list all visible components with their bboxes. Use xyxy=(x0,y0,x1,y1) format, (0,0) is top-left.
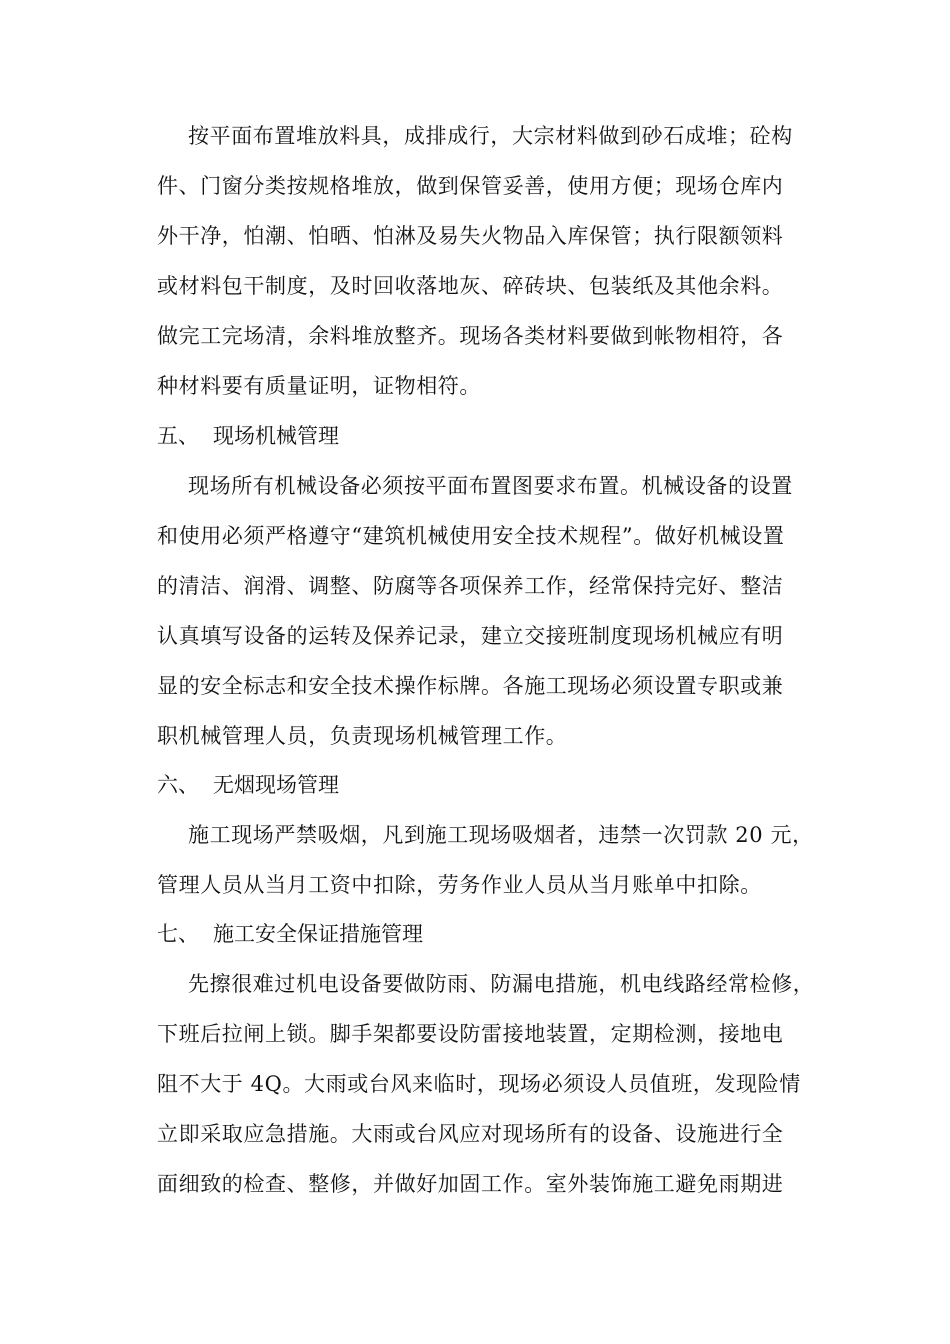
section-number: 六、 xyxy=(157,773,199,797)
paragraph-4-line: 立即采取应急措施。大雨或台风应对现场所有的设备、设施进行全 xyxy=(157,1122,784,1146)
paragraph-1-line: 做完工完场清，余料堆放整齐。现场各类材料要做到帐物相符，各 xyxy=(157,324,784,348)
paragraph-3-line: 施工现场严禁吸烟，凡到施工现场吸烟者，违禁一次罚款 20 元， xyxy=(188,823,814,847)
paragraph-1-line: 外干净，怕潮、怕晒、怕淋及易失火物品入库保管；执行限额领料 xyxy=(157,224,784,248)
paragraph-1-line: 或材料包干制度，及时回收落地灰、碎砖块、包装纸及其他余料。 xyxy=(157,274,784,298)
section-number: 七、 xyxy=(157,922,199,946)
paragraph-2-line: 显的安全标志和安全技术操作标牌。各施工现场必须设置专职或兼 xyxy=(157,674,784,698)
section-title: 无烟现场管理 xyxy=(213,773,339,797)
paragraph-4-line: 下班后拉闸上锁。脚手架都要设防雷接地装置，定期检测，接地电 xyxy=(157,1022,784,1046)
paragraph-2-line: 认真填写设备的运转及保养记录，建立交接班制度现场机械应有明 xyxy=(157,624,784,648)
section-number: 五、 xyxy=(157,424,199,448)
paragraph-4-line: 面细致的检查、整修，并做好加固工作。室外装饰施工避免雨期进 xyxy=(157,1172,784,1196)
paragraph-2-line: 现场所有机械设备必须按平面布置图要求布置。机械设备的设置 xyxy=(188,474,793,498)
paragraph-2-line: 和使用必须严格遵守“建筑机械使用安全技术规程”。做好机械设置 xyxy=(157,524,785,548)
section-title: 现场机械管理 xyxy=(213,424,339,448)
paragraph-1-line: 种材料要有质量证明，证物相符。 xyxy=(157,374,481,398)
paragraph-1-line: 按平面布置堆放料具，成排成行，大宗材料做到砂石成堆；砼构 xyxy=(188,124,793,148)
section-heading-7 xyxy=(157,919,423,949)
paragraph-4-line: 阻不大于 4Q。大雨或台风来临时，现场必须设人员值班，发现险情 xyxy=(157,1072,801,1096)
paragraph-1-line: 件、门窗分类按规格堆放，做到保管妥善，使用方便；现场仓库内 xyxy=(157,174,784,198)
paragraph-3-line: 管理人员从当月工资中扣除，劳务作业人员从当月账单中扣除。 xyxy=(157,873,762,897)
section-title: 施工安全保证措施管理 xyxy=(213,922,423,946)
paragraph-4-line: 先擦很难过机电设备要做防雨、防漏电措施，机电线路经常检修， xyxy=(188,972,815,996)
section-heading-5 xyxy=(157,421,339,451)
paragraph-2-line: 职机械管理人员，负责现场机械管理工作。 xyxy=(157,724,568,748)
section-heading-6 xyxy=(157,770,339,800)
paragraph-2-line: 的清洁、润滑、调整、防腐等各项保养工作，经常保持完好、整洁 xyxy=(157,574,784,598)
